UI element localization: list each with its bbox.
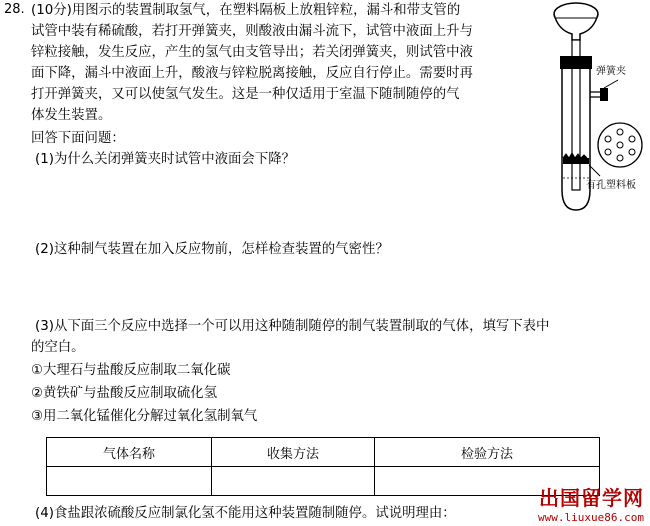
- apparatus-figure: [538, 0, 650, 220]
- spring-clip-label: 弹簧夹: [596, 66, 626, 77]
- watermark: [538, 482, 644, 524]
- intro-line-6: 体发生装置。: [31, 108, 112, 123]
- header-collection-method: 收集方法: [212, 438, 375, 467]
- watermark-url: www.liuxue86.com: [538, 511, 644, 524]
- intro-line-3: 锌粒接触，发生反应，产生的氢气由支管导出；若关闭弹簧夹，则试管中液: [31, 45, 473, 60]
- intro-line-5: 打开弹簧夹，又可以使氢气发生。这是一种仅适用于室温下随制随停的气: [31, 87, 460, 102]
- watermark-cn: 出国留学网: [539, 486, 644, 510]
- sub-question-4: (4)食盐跟浓硫酸反应制氯化氢不能用这种装置随制随停。试说明理由：: [35, 506, 456, 521]
- intro-line-2: 试管中装有稀硫酸，若打开弹簧夹，则酸液由漏斗流下，试管中液面上升与: [31, 24, 473, 39]
- header-gas-name: 气体名称: [47, 438, 212, 467]
- cell-gas-name[interactable]: [47, 467, 212, 496]
- sub-question-3-line-2: 的空白。: [31, 340, 85, 355]
- option-2: ②黄铁矿与盐酸反应制取硫化氢: [31, 386, 218, 401]
- option-3: ③用二氧化锰催化分解过氧化氢制氧气: [31, 409, 258, 424]
- question-number: 28.: [4, 2, 25, 17]
- table-answer-row: [47, 467, 600, 496]
- intro-line-1: (10分)用图示的装置制取氢气，在塑料隔板上放粗锌粒，漏斗和带支管的: [31, 3, 461, 18]
- header-test-method: 检验方法: [375, 438, 600, 467]
- answer-prompt: 回答下面问题：: [31, 131, 125, 146]
- cell-collection-method[interactable]: [212, 467, 375, 496]
- sub-question-2: (2)这种制气装置在加入反应物前，怎样检查装置的气密性？: [35, 242, 389, 257]
- option-1: ①大理石与盐酸反应制取二氧化碳: [31, 363, 231, 378]
- answer-table: [46, 437, 600, 496]
- perforated-plate-label: 有孔塑料板: [586, 180, 636, 191]
- sub-question-1: (1)为什么关闭弹簧夹时试管中液面会下降？: [35, 152, 295, 167]
- table-header-row: [47, 438, 600, 467]
- intro-line-4: 面下降，漏斗中液面上升，酸液与锌粒脱离接触，反应自行停止。需要时再: [31, 66, 473, 81]
- sub-question-3-line-1: (3)从下面三个反应中选择一个可以用这种随制随停的制气装置制取的气体，填写下表中: [35, 319, 550, 334]
